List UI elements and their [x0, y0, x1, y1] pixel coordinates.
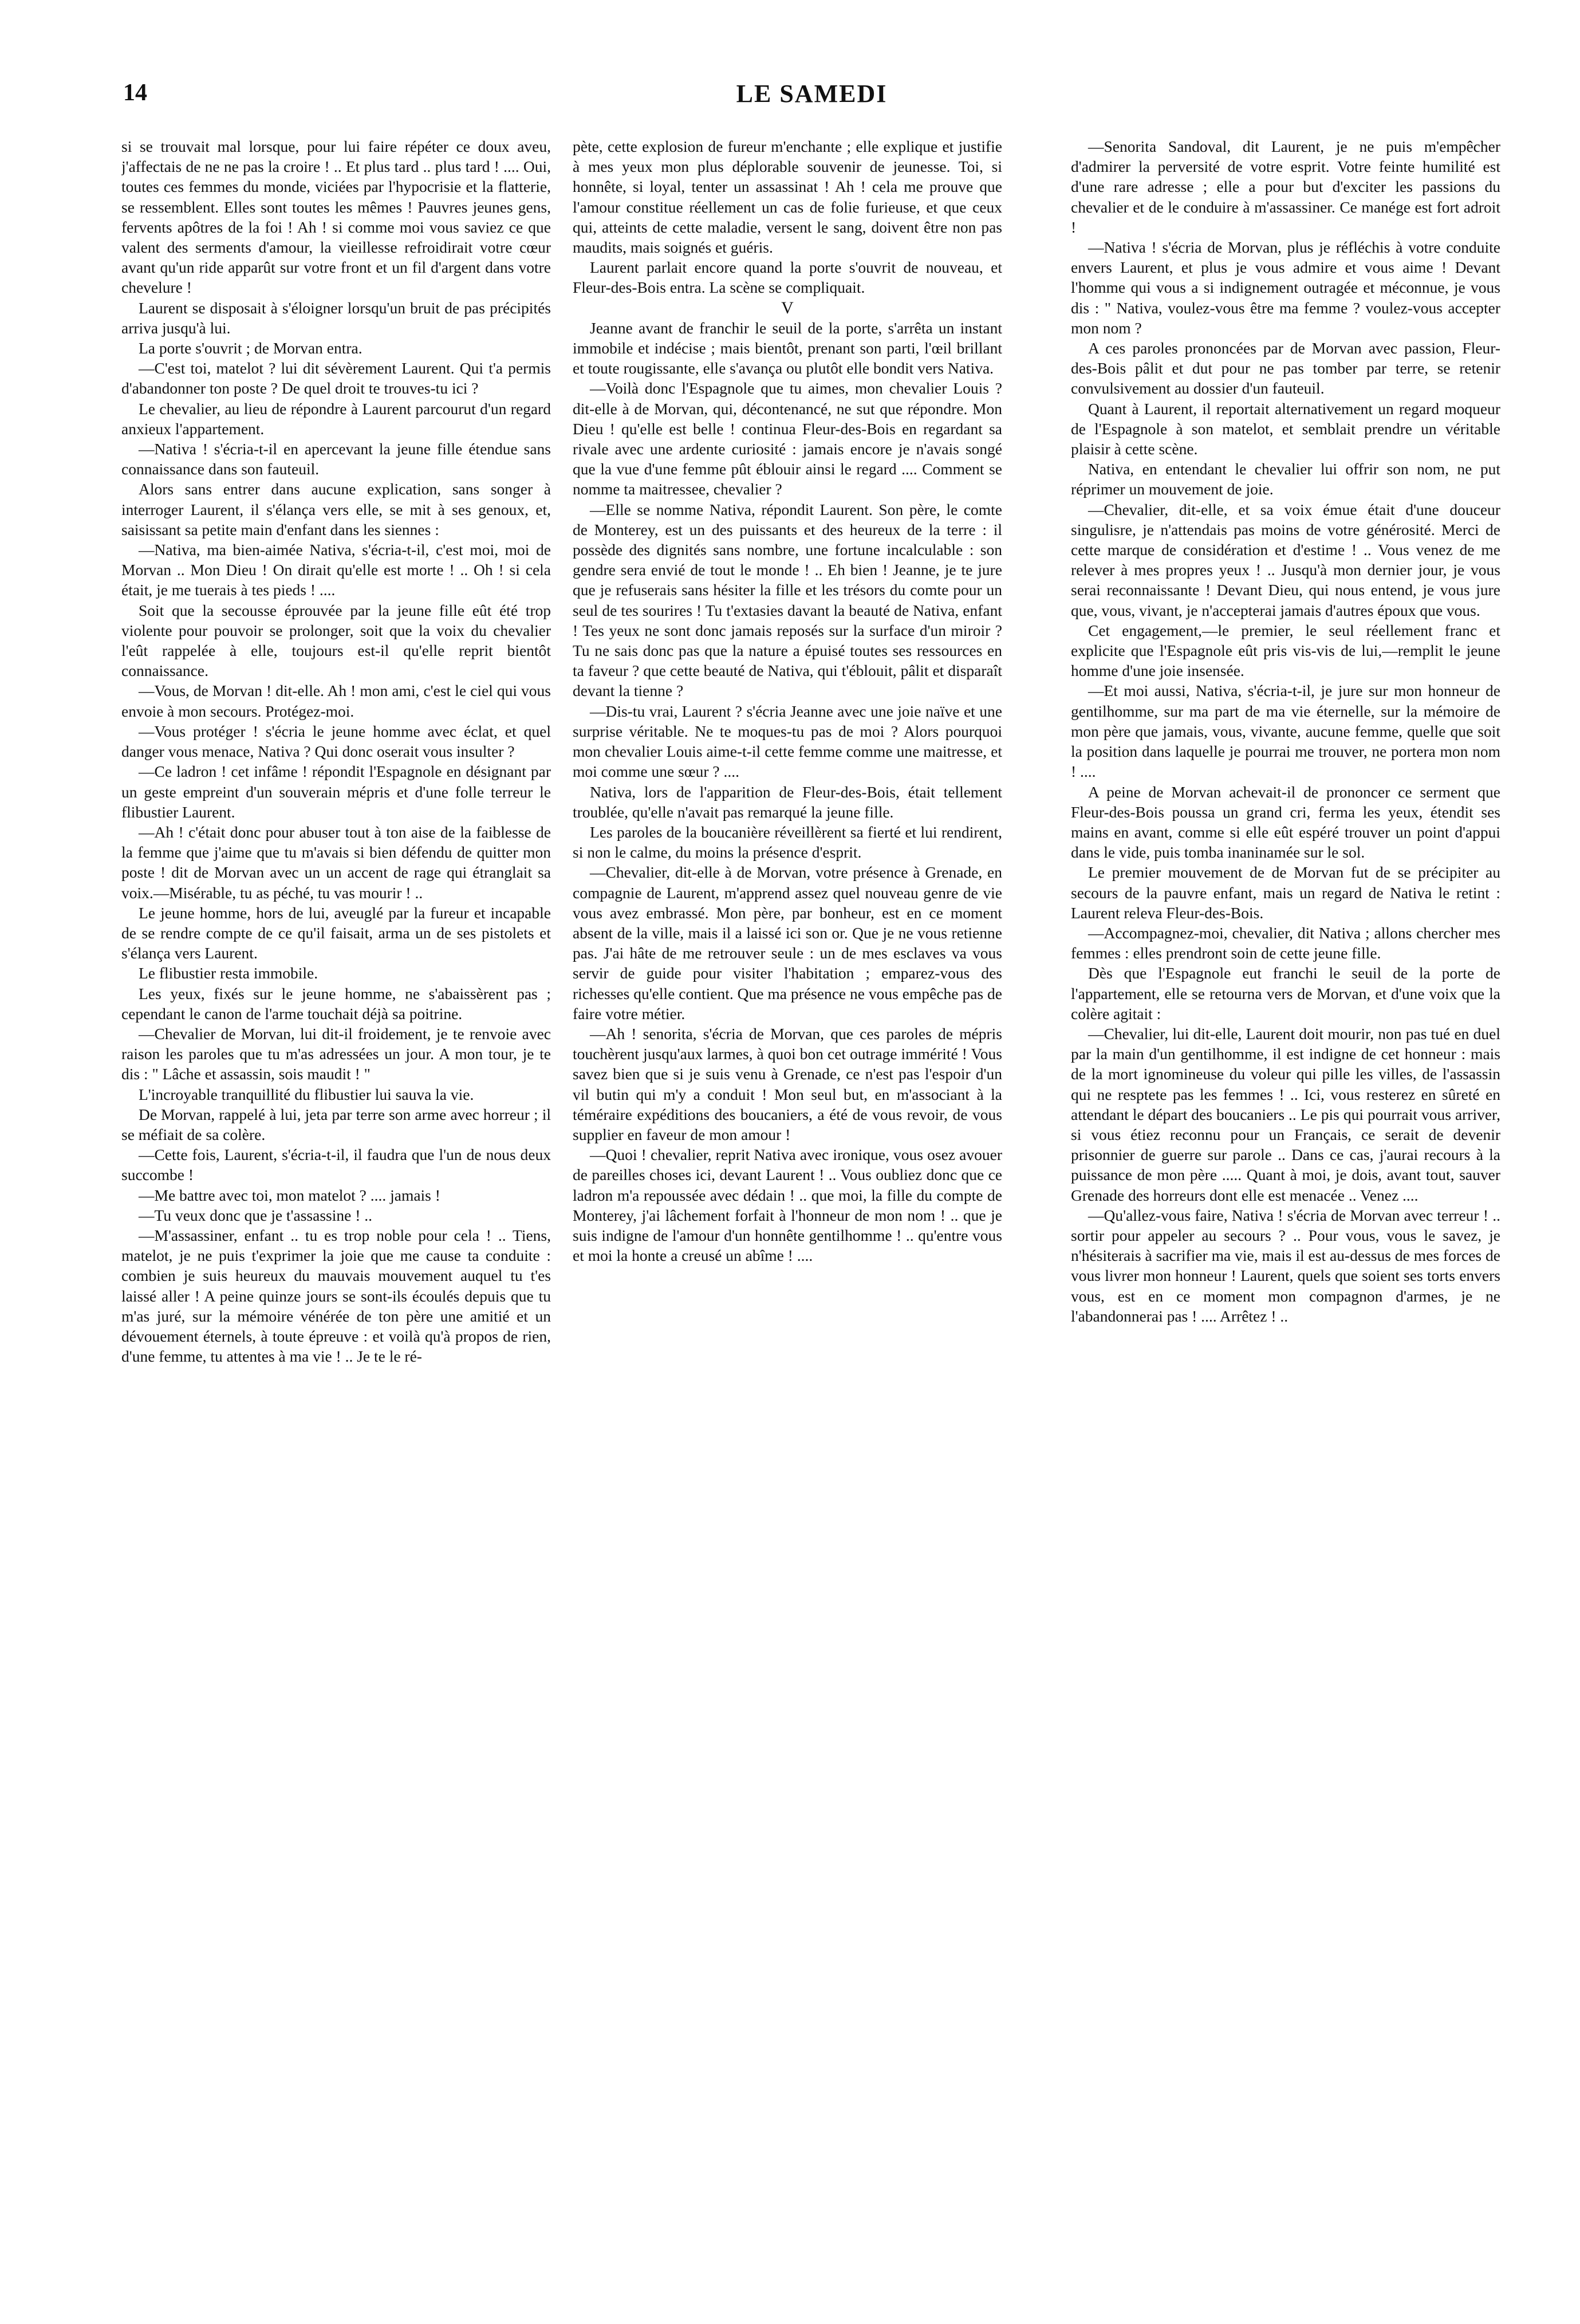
paragraph: L'incroyable tranquillité du flibustier lui sauva la vie.	[139, 1085, 474, 1103]
paragraph: Les paroles de la boucanière réveillèrent sa fierté et lui rendirent, si non le calme, du moins la présence d'esprit.	[573, 823, 1002, 862]
paragraph: La porte s'ouvrit ; de Morvan entra.	[139, 339, 363, 357]
paragraph: —Nativa ! s'écria de Morvan, plus je réfléchis à votre conduite envers Laurent, et plus je vous admire et vous aime ! Devant l'homme qui vous a si indignement outragée et méconnue, je vous dis : " Nativa, voulez-vous être ma femme ? voulez-vous accepter mon nom ?	[1071, 238, 1500, 337]
paragraph: —Chevalier, dit-elle, et sa voix émue était d'une douceur singulisre, je n'attendais pas moins de votre générosité. Merci de cette marque de considération et d'estime ! .. Vous venez de me relever à mes propres yeux ! .. Jusqu'à mon dernier jour, je vous serai reconnaissante ! Devant Dieu, qui nous entend, je vous jure que, vous, vivant, je n'accepterai jamais d'autres époux que vous.	[1071, 500, 1500, 619]
paragraph: —Ah ! senorita, s'écria de Morvan, que ces paroles de mépris touchèrent jusqu'aux larmes, à quoi bon cet outrage immérité ! Vous savez bien que si je suis venu à Grenade, ce n'est pas l'espoir d'un vil butin qui m'y a conduit ! Mon seul but, en m'associant à la téméraire expéditions des boucaniers, a été de vous revoir, de vous supplier en faveur de mon amour !	[573, 1024, 1002, 1143]
paragraph: Les yeux, fixés sur le jeune homme, ne s'abaissèrent pas ; cependant le canon de l'arme touchait déjà sa poitrine.	[121, 984, 551, 1023]
paragraph: —Et moi aussi, Nativa, s'écria-t-il, je jure sur mon honneur de gentilhomme, sur ma part de ma vie éternelle, sur la mémoire de mon père que jamais, vous, vivante, aucune femme, quelle que soit la position dans laquelle je pourrai me trouver, ne portera mon nom ! ....	[1071, 682, 1500, 781]
paragraph: —Ah ! c'était donc pour abuser tout à ton aise de la faiblesse de la femme que j'aime que tu m'avais si bien défendu de quitter mon poste ! dit de Morvan avec un un accent de rage qui étranglait sa voix.—Misérable, tu as péché, tu vas mourir ! ..	[121, 823, 551, 902]
paragraph: —Senorita Sandoval, dit Laurent, je ne puis m'empêcher d'admirer la perversité de votre esprit. Votre feinte humilité est d'une rare adresse ; elle a pour but d'exciter les passions du chevalier et de le conduire à m'assassiner. Ce manége est fort adroit !	[1071, 137, 1500, 236]
paragraph: —Quoi ! chevalier, reprit Nativa avec ironique, vous osez avouer de pareilles choses ici, devant Laurent ! .. Vous oubliez donc que ce ladron m'a repoussée avec dédain ! .. que moi, la fille du compte de Monterey, j'ai lâchement forfait à l'honneur de mon nom ! .. que je suis indigne de l'amour d'un honnête gentilhomme ! .. qu'entre vous et moi la honte a creusé un abîme ! ....	[573, 1146, 1002, 1265]
paragraph: A peine de Morvan achevait-il de prononcer ce serment que Fleur-des-Bois poussa un grand cri, ferma les yeux, étendit ses mains en avant, comme si elle eût espéré trouver un point d'appui dans le vide, puis tomba inaninamée sur le sol.	[1071, 782, 1500, 862]
paragraph: —Chevalier, dit-elle à de Morvan, votre présence à Grenade, en compagnie de Laurent, m'apprend assez quel nouveau genre de vie vous avez embrassé. Mon père, par bonheur, est en ce moment absent de la ville, mais il a laissé ici son or. Que je ne vous retienne pas. J'ai hâte de me retrouver seule : un de mes esclaves va vous servir de guide pour visiter l'habitation ; emparez-vous des richesses qu'elle contient. Que ma présence ne vous empêche pas de faire votre métier.	[573, 863, 1002, 1023]
paragraph: pète, cette explosion de fureur m'enchante ; elle explique et justifie à mes yeux mon plus déplorable souvenir de jeunesse. Toi, si honnête, si loyal, tenter un assassinat ! Ah ! cela me prouve que l'amour constitue réellement un cas de folie furieuse, et que ceux qui, atteints de cette maladie, versent le sang, doivent être non pas maudits, mais soignés et guéris.	[573, 137, 1002, 257]
masthead-title: LE SAMEDI	[736, 80, 888, 108]
paragraph: —Dis-tu vrai, Laurent ? s'écria Jeanne avec une joie naïve et une surprise véritable. Ne te moques-tu pas de moi ? Alors pourquoi mon chevalier Louis aime-t-il cette femme comme une maitresse, et moi comme une sœur ? ....	[573, 702, 1002, 781]
text-column-1	[121, 136, 551, 1366]
paragraph: —Tu veux donc que je t'assassine ! ..	[139, 1206, 372, 1224]
paragraph: Le flibustier resta immobile.	[139, 964, 318, 982]
paragraph: Jeanne avant de franchir le seuil de la porte, s'arrêta un instant immobile et indécise ; mais bientôt, prenant son parti, l'œil brillant et toute rougissante, elle s'avança ou plutôt elle bondit vers Nativa.	[573, 318, 1002, 377]
paragraph: Le chevalier, au lieu de répondre à Laurent parcourut d'un regard anxieux l'appartement.	[121, 399, 551, 438]
paragraph: Dès que l'Espagnole eut franchi le seuil de la porte de l'appartement, elle se retourna vers de Morvan, et d'une voix que la colère agitait :	[1071, 964, 1500, 1023]
paragraph: Le premier mouvement de de Morvan fut de se précipiter au secours de la pauvre enfant, mais un regard de Nativa le retint : Laurent releva Fleur-des-Bois.	[1071, 863, 1500, 922]
paragraph: —Me battre avec toi, mon matelot ? .... jamais !	[139, 1186, 440, 1204]
paragraph: —Nativa, ma bien-aimée Nativa, s'écria-t-il, c'est moi, moi de Morvan .. Mon Dieu ! On dirait qu'elle est morte ! .. Oh ! si cela était, je me tuerais à tes pieds ! ....	[121, 541, 551, 599]
paragraph: Alors sans entrer dans aucune explication, sans songer à interroger Laurent, il s'élança vers elle, se mit à ses genoux, et, saisissant sa petite main d'enfant dans les siennes :	[121, 480, 551, 538]
paragraph: —Elle se nomme Nativa, répondit Laurent. Son père, le comte de Monterey, est un des puissants et des heureux de la terre : il possède des dignités sans nombre, une fortune incalculable : son gendre sera envié de tout le monde ! .. Eh bien ! Jeanne, je te jure que je refuserais sans hésiter la fille et les trésors du comte pour un seul de tes sourires ! Tu t'extasies davant la beauté de Nativa, enfant ! Tes yeux ne sont donc jamais reposés sur la surface d'un miroir ? Tu ne sais donc pas que la nature a épuisé toutes ses ressources en ta faveur ? que cette beauté de Nativa, qui t'éblouit, pâlit et disparaît devant la tienne ?	[573, 500, 1002, 700]
paragraph: —M'assassiner, enfant .. tu es trop noble pour cela ! .. Tiens, matelot, je ne puis t'exprimer la joie que me cause ta conduite : combien je suis heureux du mauvais mouvement auquel tu t'es laissé aller ! A peine quinze jours se sont-ils écoulés depuis que tu m'as juré, sur la mémoire vénérée de ton père une amitié et un dévouement éternels, à toute épreuve : et voilà qu'à propos de rien, d'une femme, tu attentes à ma vie ! .. Je te le ré-	[121, 1226, 551, 1366]
paragraph: —Voilà donc l'Espagnole que tu aimes, mon chevalier Louis ? dit-elle à de Morvan, qui, décontenancé, ne sut que répondre. Mon Dieu ! qu'elle est belle ! continua Fleur-des-Bois en regardant sa rivale avec une ardente curiosité : jamais encore je n'avais songé que la vue d'une femme pût éblouir ainsi le regard .... Comment se nomme ta maitressee, chevalier ?	[573, 379, 1002, 498]
paragraph: Quant à Laurent, il reportait alternativement un regard moqueur de l'Espagnole à son matelot, et semblait prendre un véritable plaisir à cette scène.	[1071, 399, 1500, 458]
paragraph: Laurent parlait encore quand la porte s'ouvrit de nouveau, et Fleur-des-Bois entra. La scène se compliquait.	[573, 258, 1002, 297]
paragraph: Nativa, en entendant le chevalier lui offrir son nom, ne put réprimer un mouvement de joie.	[1071, 460, 1500, 498]
paragraph: —Qu'allez-vous faire, Nativa ! s'écria de Morvan avec terreur ! .. sortir pour appeler au secours ? .. Pour vous, vous le savez, je n'hésiterais à sacrifier ma vie, mais il est au-dessus de mes forces de vous livrer mon honneur ! Laurent, quels que soient ses torts envers vous, est en ce moment mon compagnon d'armes, je ne l'abandonnerai pas ! .... Arrêtez ! ..	[1071, 1206, 1500, 1325]
page-header	[123, 79, 1500, 125]
text-column-2	[573, 136, 1002, 1265]
paragraph: Nativa, lors de l'apparition de Fleur-des-Bois, était tellement troublée, qu'elle n'avait pas remarqué la jeune fille.	[573, 782, 1002, 821]
chapter-heading: V	[781, 298, 794, 317]
paragraph: Le jeune homme, hors de lui, aveuglé par la fureur et incapable de se rendre compte de ce qu'il faisait, arma un de ses pistolets et s'élança vers Laurent.	[121, 903, 551, 962]
text-column-3	[1071, 136, 1500, 1326]
page-number: 14	[123, 80, 147, 106]
paragraph: —Vous protéger ! s'écria le jeune homme avec éclat, et quel danger vous menace, Nativa ? Qui donc oserait vous insulter ?	[121, 722, 551, 761]
paragraph: De Morvan, rappelé à lui, jeta par terre son arme avec horreur ; il se méfiait de sa colère.	[121, 1105, 551, 1143]
paragraph: —Accompagnez-moi, chevalier, dit Nativa ; allons chercher mes femmes : elles prendront soin de cette jeune fille.	[1071, 923, 1500, 962]
paragraph: —Vous, de Morvan ! dit-elle. Ah ! mon ami, c'est le ciel qui vous envoie à mon secours. Protégez-moi.	[121, 682, 551, 720]
paragraph: —Nativa ! s'écria-t-il en apercevant la jeune fille étendue sans connaissance dans son fauteuil.	[121, 440, 551, 478]
paragraph: A ces paroles prononcées par de Morvan avec passion, Fleur-des-Bois pâlit et dut pour ne pas tomber par terre, se retenir convulsivement au dossier d'un fauteuil.	[1071, 339, 1500, 398]
paragraph: —Chevalier de Morvan, lui dit-il froidement, je te renvoie avec raison les paroles que tu m'as adressées un jour. A mon tour, je te dis : " Lâche et assassin, sois maudit ! "	[121, 1024, 551, 1083]
paragraph: Soit que la secousse éprouvée par la jeune fille eût été trop violente pour pouvoir se prolonger, soit que la voix du chevalier l'eût rappelée à elle, toujours est-il qu'elle reprit bientôt connaissance.	[121, 601, 551, 680]
paragraph: —C'est toi, matelot ? lui dit sévèrement Laurent. Qui t'a permis d'abandonner ton poste ? De quel droit te trouves-tu ici ?	[121, 359, 551, 398]
paragraph: Laurent se disposait à s'éloigner lorsqu'un bruit de pas précipités arriva jusqu'à lui.	[121, 298, 551, 337]
paragraph: —Chevalier, lui dit-elle, Laurent doit mourir, non pas tué en duel par la main d'un gentilhomme, il est indigne de cet honneur : mais de la mort ignomineuse du voleur qui pille les villes, de l'assassin qui ne resptete pas les femmes ! .. Ici, vous resterez en sûreté en attendant le départ des boucaniers .. Le pis qui pourrait vous arriver, si vous étiez reconnu pour un Français, ce serait de devenir prisonnier de guerre sur parole .. Dans ce cas, j'aurai recours à la puissance de mon père ..... Quant à moi, je dois, avant tout, sauver Grenade des horreurs dont elle est menacée .. Venez ....	[1071, 1024, 1500, 1204]
paragraph: —Cette fois, Laurent, s'écria-t-il, il faudra que l'un de nous deux succombe !	[121, 1146, 551, 1184]
paragraph: si se trouvait mal lorsque, pour lui faire répéter ce doux aveu, j'affectais de ne ne pas la croire ! .. Et plus tard .. plus tard ! .... Oui, toutes ces femmes du monde, viciées par l'hypocrisie et la flatterie, se ressemblent. Elles sont toutes les mêmes ! Pauvres jeunes gens, fervents apôtres de la foi ! Ah ! si comme moi vous saviez ce que valent des serments d'amour, la vieillesse refroidirait votre cœur avant qu'un ride apparût sur votre front et un fil d'argent dans votre chevelure !	[121, 137, 551, 297]
paragraph: Cet engagement,—le premier, le seul réellement franc et explicite que l'Espagnole eût pris vis-vis de lui,—remplit le jeune homme d'une joie insensée.	[1071, 621, 1500, 680]
paragraph: —Ce ladron ! cet infâme ! répondit l'Espagnole en désignant par un geste empreint d'un souverain mépris et d'une folle terreur le flibustier Laurent.	[121, 762, 551, 821]
